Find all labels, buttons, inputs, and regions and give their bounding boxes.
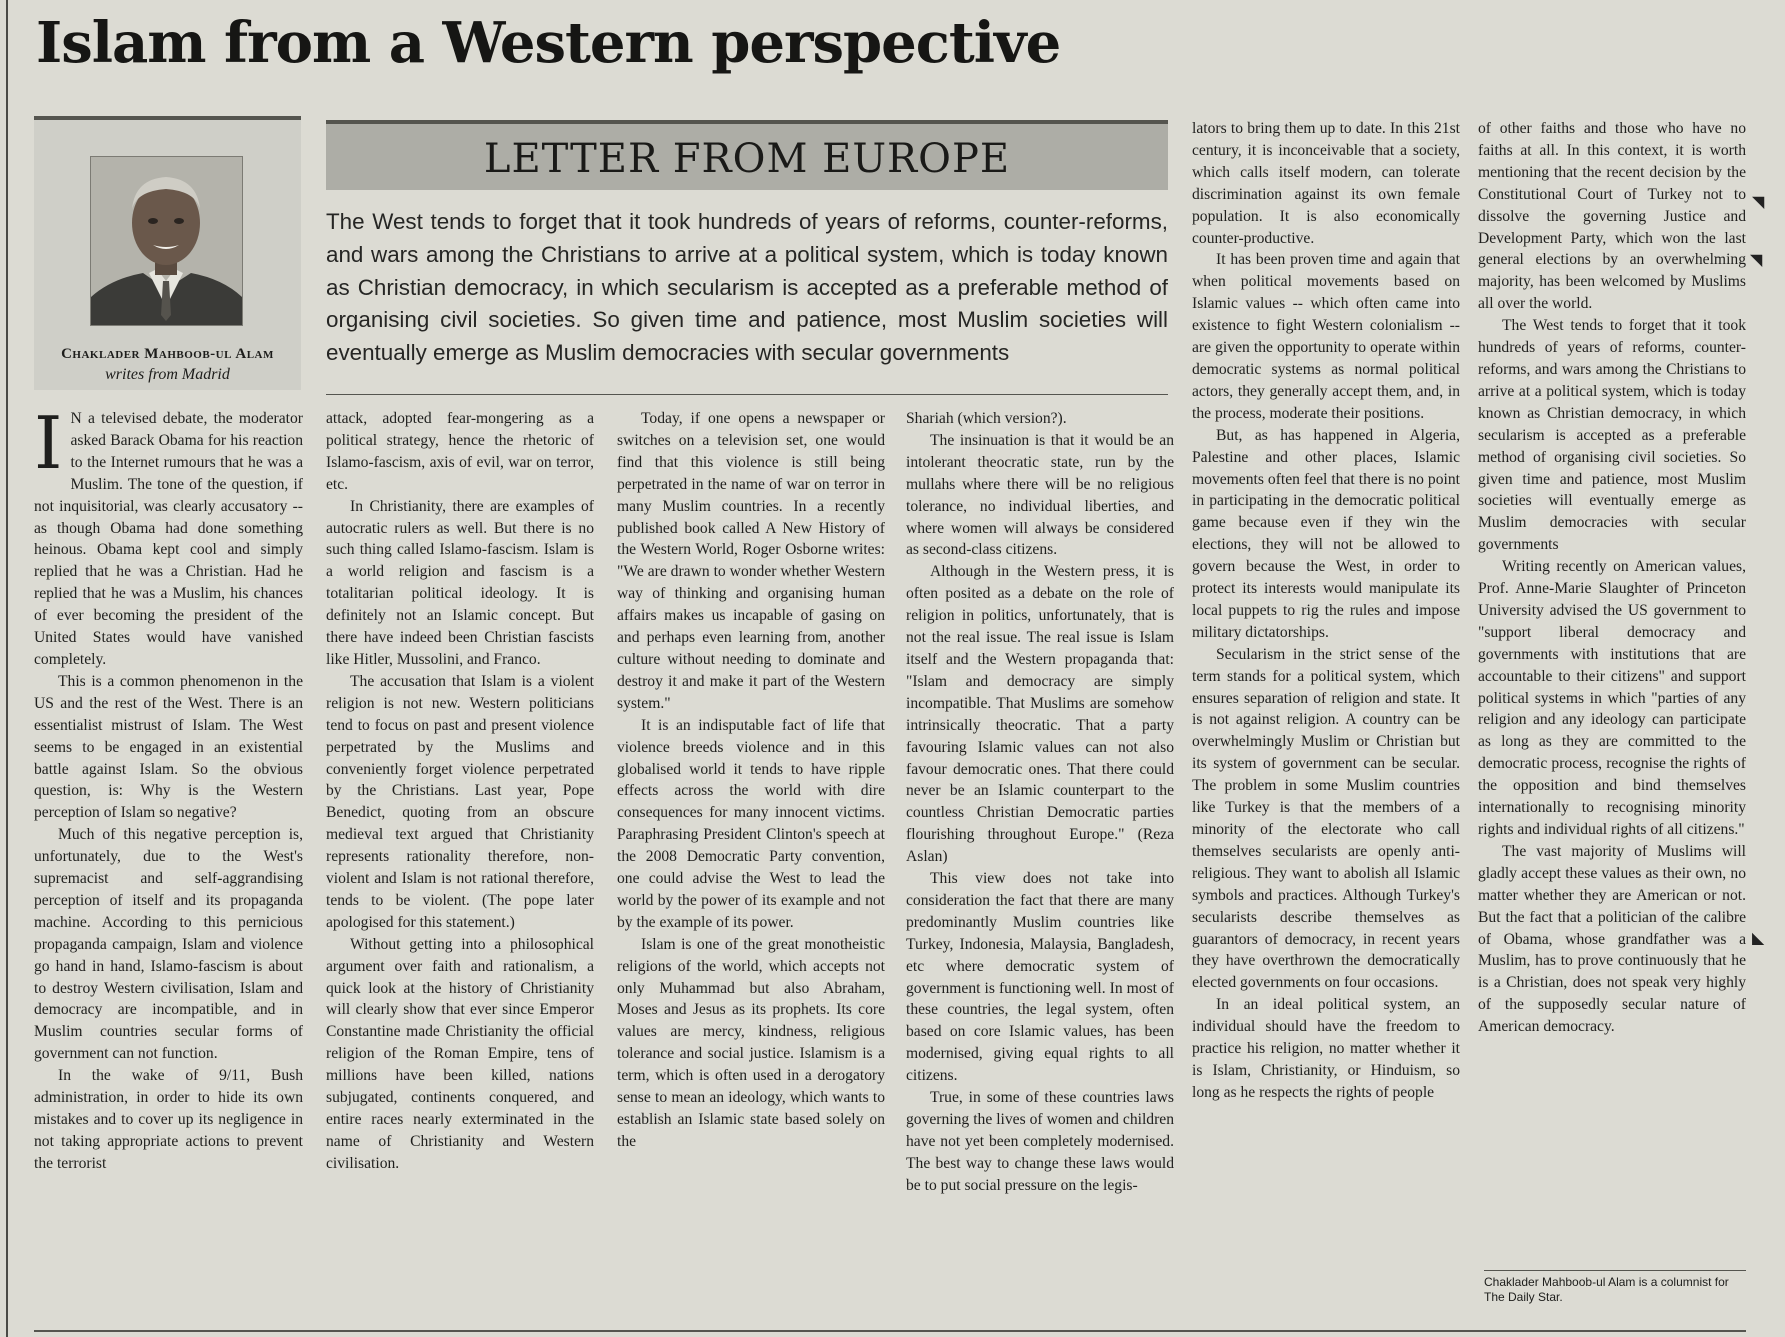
paragraph: But, as has happened in Algeria, Palestine and other places, Islamic movements often feel that there is no point in participating in the democratic political game because even if they win the elections, they will not be allowed to govern because the West, in order to protect its interests would manipulate its local puppets to rig the rules and impose military dictatorships. [1192,426,1460,641]
margin-mark-icon: ◣ [1752,928,1765,947]
paragraph: Although in the Western press, it is often posited as a debate on the role of religion in politics, unfortunately, that is not the real issue. The real issue is Islam itself and the Western propaganda that: "Islam and democracy are simply incompatible. That Muslims are somehow intrinsically theocratic. That a party favouring Islamic values can not also favour democratic ones. That there could never be an Islamic counterpart to the countless Christian Democratic parties flourishing throughout Europe." (Reza Aslan) [906,563,1174,866]
section-banner [326,120,1168,190]
headline: Islam from a Western perspective [36,10,1061,76]
paragraph: Writing recently on American values, Prof. Anne-Marie Slaughter of Princeton University advised the US government to "support liberal democracy and governments with institutions that are accountable to their citizens" and support political systems in which "parties of any religion and any ideology can participate as long as they are committed to the democratic process, recognise the rights of the opposition and bind themselves internationally to recognising minority rights and individual rights of all citizens." [1478,558,1746,838]
drop-cap: I [34,408,63,485]
author-portrait [90,156,243,326]
margin-mark-icon: ◥ [1752,192,1765,211]
paragraph: of other faiths and those who have no faiths at all. In this context, it is worth mentioning that the recent decision by the Constitutional Court of Turkey not to dissolve the governing Justice and Development Party, which won the last general elections by an overwhelming majority, has been welcomed by Muslims all over the world. [1478,120,1746,313]
author-name: Chaklader Mahboob-ul Alam [61,346,274,362]
article-column-2 [326,408,594,1314]
paragraph: Shariah (which version?). [906,410,1067,427]
author-photo-box [34,116,301,390]
paragraph: The insinuation is that it would be an intolerant theocratic state, run by the mullahs where there will be no religious tolerance, no individual liberties, and where women will always be considered as second-class citizens. [906,431,1174,559]
author-location: writes from Madrid [105,366,230,383]
author-portrait-image [91,157,242,325]
paragraph: Secularism in the strict sense of the term stands for a political system, which ensures separation of religion and state. It is not against religion. A country can be overwhelmingly Muslim or Christian but its system of government can be secular. The problem in some Muslim countries like Turkey is that the members of a minority of the electorate who call themselves secularists are openly anti-religious. They want to abolish all Islamic symbols and practices. Although Turkey's secularists describe themselves as guarantors of democracy, in recent years they have overthrown the democratically elected governments on four occasions. [1192,645,1460,992]
article-column-4 [906,408,1174,1314]
paragraph: attack, adopted fear-mongering as a political strategy, hence the rhetoric of Islamo-fascism, axis of evil, war on terror, etc. [326,410,594,493]
section-banner-title: LETTER FROM EUROPE [483,136,1011,182]
paragraph: In the wake of 9/11, Bush administration, in order to hide its own mistakes and to cover up its negligence in not taking appropriate actions to prevent the terrorist [34,1067,303,1172]
paragraph: It is an indisputable fact of life that violence breeds violence and in this globalised world it tends to have ripple effects across the world with dire consequences for many innocent victims. Paraphrasing President Clinton's speech at the 2008 Democratic Party convention, one could advise the West to lead the world by the power of its example and not by the example of its power. [617,716,885,931]
paragraph: The vast majority of Muslims will gladly accept these values as their own, no matter whether they are American or not. But the fact that a politician of the calibre of Obama, whose grandfather was a Muslim, has to prove continuously that he is a Christian, does not speak very highly of the supposedly secular nature of American democracy. [1478,842,1746,1036]
paragraph: Much of this negative perception is, unfortunately, due to the West's supremacist and self-aggrandising perception of itself and its propaganda machine. According to this pernicious propaganda campaign, Islam and violence go hand in hand, Islamo-fascism is about to destroy Western civilisation, Islam and democracy are incompatible, and in Muslim countries secular forms of government can not function. [34,826,303,1063]
paragraph [34,408,303,671]
paragraph: Today, if one opens a newspaper or switches on a television set, one would find that this violence is still being perpetrated in the name of war on terror in many Muslim countries. In a recently published book called A New History of the Western World, Roger Osborne writes: "We are drawn to wonder whether Western way of thinking and organising human affairs makes us incapable of gasing on and perhaps even learning from, another culture without needing to dominate and destroy it and make it part of the Western system." [617,410,885,712]
article-column-1 [34,408,303,1314]
article-column-6 [1478,118,1746,1238]
paragraph: In Christianity, there are examples of autocratic rulers as well. But there is no such thing called Islamo-fascism. Islam is a world religion and fascism is a totalitarian political ideology. It is definitely not an Islamic concept. But there have indeed been Christian fascists like Hitler, Mussolini, and Franco. [326,497,594,668]
bottom-rule [34,1330,1746,1332]
page-edge-rule [6,0,8,1337]
paragraph: lators to bring them up to date. In this 21st century, it is inconceivable that a society, which calls itself modern, can tolerate discrimination against its own female population. It is also economically counter-productive. [1192,120,1460,247]
margin-mark-icon: ◥ [1750,250,1763,269]
paragraph: This is a common phenomenon in the US and the rest of the West. There is an essentialist mistrust of Islam. The West seems to be engaged in an existential battle against Islam. So the obvious question, is: Why is the Western perception of Islam so negative? [34,672,303,822]
standfirst: The West tends to forget that it took hundreds of years of reforms, counter-reforms, and wars among the Christians to arrive at a political system, which is today known as Christian democracy, in which secularism is accepted as a preferable method of organising civil societies. So given time and patience, most Muslim societies will eventually emerge as Muslim democracies with secular governments [326,209,1168,366]
article-column-5 [1192,118,1460,1314]
paragraph: This view does not take into consideration the fact that there are many predominantly Muslim countries like Turkey, Indonesia, Malaysia, Bangladesh, etc where democratic system of government is functioning well. In most of these countries, the legal system, often based on core Islamic values, has been modernised, giving equal rights to all citizens. [906,870,1174,1085]
paragraph: In an ideal political system, an individual should have the freedom to practice his religion, no matter whether it is Islam, Christianity, or Hinduism, so long as he respects the rights of people [1192,996,1460,1101]
paragraph-text: N a televised debate, the moderator asked Barack Obama for his reaction to the Internet rumours that he was a Muslim. The tone of the question, if not inquisitorial, was clearly accusatory -- as though Obama had done something heinous. Obama kept cool and simply replied that he was a Christian. Had he replied that he was a Muslim, his chances of ever becoming the president of the United States would have vanished completely. [34,410,303,668]
article-column-3 [617,408,885,1314]
paragraph: The West tends to forget that it took hundreds of years of reforms, counter-reforms, and wars among the Christians to arrive at a political system, which is today known as Christian democracy, in which secularism is accepted as a preferable method of organising civil societies. So given time and patience, most Muslim societies will eventually emerge as Muslim democracies with secular governments [1478,317,1746,554]
standfirst-rule [326,394,1168,395]
paragraph: True, in some of these countries laws governing the lives of women and children have not yet been completely modernised. The best way to change these laws would be to put social pressure on the legis- [906,1089,1174,1194]
author-note: Chaklader Mahboob-ul Alam is a columnist for The Daily Star. [1484,1270,1746,1305]
paragraph: Without getting into a philosophical argument over faith and rationalism, a quick look at the history of Christianity will clearly show that ever since Emperor Constantine made Christianity the official religion of the Roman Empire, tens of millions have been killed, nations subjugated, continents conquered, and entire races nearly exterminated in the name of Christianity and Western civilisation. [326,935,594,1172]
paragraph: Islam is one of the great monotheistic religions of the world, which accepts not only Muhammad but also Abraham, Moses and Jesus as its prophets. Its core values are mercy, kindness, religious tolerance and social justice. Islamism is a term, which is often used in a derogatory sense to mean an ideology, which wants to establish an Islamic state based solely on the [617,935,885,1150]
paragraph: It has been proven time and again that when political movements based on Islamic values -- which often came into existence to fight Western colonialism -- are given the opportunity to operate within democratic systems as normal political actors, they generally accept them, and, in the process, moderate their positions. [1192,251,1460,422]
paragraph: The accusation that Islam is a violent religion is not new. Western politicians tend to focus on past and present violence perpetrated by the Muslims and conveniently forget violence perpetrated by the Christians. Last year, Pope Benedict, quoting from an obscure medieval text argued that Christianity represents rationality therefore, non-violent and Islam is not rational therefore, tends to be violent. (The pope later apologised for this statement.) [326,672,594,931]
